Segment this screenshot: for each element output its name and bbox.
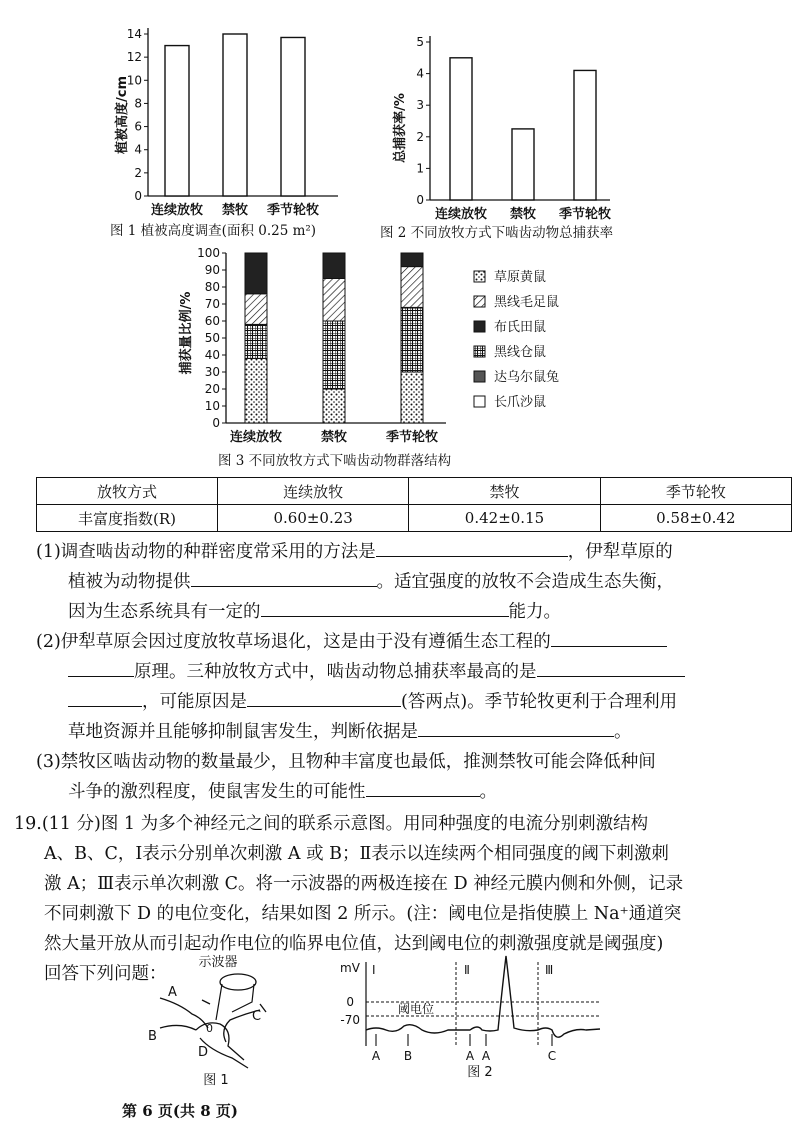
q1-line2 xyxy=(68,568,674,597)
y-tick-label: 2 xyxy=(416,129,424,144)
q2-text: 草地资源并且能够抑制鼠害发生，判断依据是 xyxy=(68,722,418,742)
fig2-caption: 图 2 不同放牧方式下啮齿动物总捕获率 xyxy=(380,225,614,241)
y-tick-label: 0 xyxy=(416,193,424,207)
figure-2-chart xyxy=(390,28,620,228)
y-tick-label: 14 xyxy=(126,27,142,41)
stim-c-label: C xyxy=(547,1049,557,1063)
stacked-bar-segment xyxy=(323,389,345,423)
q3-line2 xyxy=(68,778,497,807)
table-header-row xyxy=(37,478,792,505)
bar xyxy=(165,46,189,196)
stim-a-label: A xyxy=(371,1049,381,1063)
y-tick-label: 0 xyxy=(212,416,220,430)
axon-a xyxy=(160,998,208,1028)
q2-text: (答两点)。季节轮牧更利于合理利用 xyxy=(401,692,678,712)
answer-blank[interactable] xyxy=(261,598,509,617)
stacked-bar-segment xyxy=(401,267,423,308)
y-tick-label: 80 xyxy=(204,280,220,294)
fig3-caption: 图 3 不同放牧方式下啮齿动物群落结构 xyxy=(218,453,452,469)
legend-swatch xyxy=(474,271,485,282)
stacked-bar-segment xyxy=(245,324,267,358)
stacked-bar-segment xyxy=(323,321,345,389)
label-d: D xyxy=(198,1045,209,1060)
y-tick-label: 100 xyxy=(197,246,220,260)
stacked-bar-segment xyxy=(245,253,267,294)
q1-text: 植被为动物提供 xyxy=(68,572,191,592)
table-row xyxy=(37,505,792,532)
x-tick-label: 连续放牧 xyxy=(150,203,204,218)
table-header: 放牧方式 xyxy=(37,478,218,505)
axon-b xyxy=(160,1025,196,1030)
y-tick-label: 20 xyxy=(204,382,220,396)
x-tick-label: 连续放牧 xyxy=(229,430,283,445)
y-tick-label: 50 xyxy=(204,331,220,345)
label-b: B xyxy=(148,1029,157,1044)
label-zero: 0 xyxy=(206,1022,213,1035)
stim-a-label: A xyxy=(481,1049,491,1063)
q2-line4 xyxy=(68,718,632,747)
phase-2-label: Ⅱ xyxy=(464,963,470,977)
bar xyxy=(450,58,472,200)
answer-blank[interactable] xyxy=(68,658,134,677)
stacked-bar-segment xyxy=(401,372,423,423)
q19-line6: 回答下列问题： xyxy=(44,964,167,984)
x-tick-label: 禁牧 xyxy=(320,430,348,445)
q3-text: 斗争的激烈程度，使鼠害发生的可能性 xyxy=(68,782,366,802)
y-tick-label: 30 xyxy=(204,365,220,379)
oscilloscope-label: 示波器 xyxy=(198,955,238,970)
legend-label: 长爪沙鼠 xyxy=(494,395,547,410)
stacked-bar-segment xyxy=(323,253,345,279)
figure-3-chart xyxy=(170,243,610,448)
answer-blank[interactable] xyxy=(537,658,685,677)
oscilloscope-icon xyxy=(220,974,256,990)
q19-line1: 19.(11 分)图 1 为多个神经元之间的联系示意图。用同种强度的电流分别刺激结构 xyxy=(14,814,649,834)
stacked-bar-segment xyxy=(245,358,267,423)
q3-text: 。 xyxy=(479,782,497,802)
answer-blank[interactable] xyxy=(68,688,142,707)
q2-text: (2)伊犁草原会因过度放牧草场退化，这是由于没有遵循生态工程的 xyxy=(36,632,551,652)
y-tick-label: 1 xyxy=(416,161,424,176)
stacked-bar-segment xyxy=(323,279,345,322)
bar xyxy=(512,129,534,200)
bar xyxy=(223,34,247,196)
richness-table xyxy=(36,477,792,532)
stacked-bar-segment xyxy=(401,307,423,372)
bar xyxy=(281,37,305,196)
table-cell: 0.42±0.15 xyxy=(409,505,600,532)
bar xyxy=(574,70,596,200)
q19-line2: A、B、C，Ⅰ表示分别单次刺激 A 或 B；Ⅱ表示以连续两个相同强度的阈下刺激刺 xyxy=(44,844,669,864)
q2-line3 xyxy=(68,688,677,717)
figure-1-chart xyxy=(110,20,350,250)
y-tick-label: 70 xyxy=(204,297,220,311)
table-cell: 0.58±0.42 xyxy=(600,505,791,532)
q1-text: (1)调查啮齿动物的种群密度常采用的方法是 xyxy=(36,542,376,562)
legend-label: 黑线毛足鼠 xyxy=(494,295,560,310)
answer-blank[interactable] xyxy=(551,628,667,647)
legend-label: 草原黄鼠 xyxy=(494,270,547,285)
y-tick-label: 8 xyxy=(134,96,142,111)
phase-1-label: Ⅰ xyxy=(372,963,376,977)
answer-blank[interactable] xyxy=(191,568,377,587)
y-tick-label: 10 xyxy=(204,399,220,413)
table-cell: 丰富度指数(R) xyxy=(37,505,218,532)
q1-text: 能力。 xyxy=(508,602,561,622)
y-tick-label: 5 xyxy=(416,35,424,49)
y-tick-label: 4 xyxy=(134,142,142,157)
q19-line4: 不同刺激下 D 的电位变化，结果如图 2 所示。(注：阈电位是指使膜上 Na⁺通道突 xyxy=(44,904,682,924)
legend-swatch xyxy=(474,296,485,307)
fig2-ylabel: 总捕获率/% xyxy=(393,93,408,163)
legend-label: 黑线仓鼠 xyxy=(494,345,547,360)
legend-swatch xyxy=(474,396,485,407)
stacked-bar-segment xyxy=(245,294,267,325)
legend-label: 达乌尔鼠兔 xyxy=(494,370,560,385)
table-header: 季节轮牧 xyxy=(600,478,791,505)
q2-text: 。 xyxy=(614,722,632,742)
answer-blank[interactable] xyxy=(247,688,401,707)
label-c: C xyxy=(252,1009,262,1024)
y-tick-label: 12 xyxy=(126,50,142,65)
q1-line1 xyxy=(36,538,673,567)
fig1-ylabel: 植被高度/cm xyxy=(115,75,130,155)
q1-line3 xyxy=(68,598,561,627)
mv-unit-label: mV xyxy=(340,961,360,975)
q19-line3: 激 A；Ⅲ表示单次刺激 C。将一示波器的两极连接在 D 神经元膜内侧和外侧，记录 xyxy=(44,874,684,894)
q2-text: 原理。三种放牧方式中，啮齿动物总捕获率最高的是 xyxy=(134,662,537,682)
potential-fig-caption: 图 2 xyxy=(467,1065,493,1080)
stim-a-label: A xyxy=(465,1049,475,1063)
y-tick-label: 4 xyxy=(416,66,424,81)
answer-blank[interactable] xyxy=(366,778,480,797)
neuron-fig-caption: 图 1 xyxy=(203,1073,229,1088)
stimulus-arrows xyxy=(376,1034,552,1046)
y-tick-label: 60 xyxy=(204,314,220,328)
legend-swatch xyxy=(474,371,485,382)
fig1-caption: 图 1 植被高度调查(面积 0.25 m²) xyxy=(110,223,317,239)
x-tick-label: 季节轮牧 xyxy=(266,203,320,218)
q3-line1: (3)禁牧区啮齿动物的数量最少，且物种丰富度也最低，推测禁牧可能会降低种间 xyxy=(36,752,656,772)
x-tick-label: 禁牧 xyxy=(221,203,249,218)
table-cell: 0.60±0.23 xyxy=(218,505,409,532)
x-tick-label: 禁牧 xyxy=(509,207,537,222)
q19-line5: 然大量开放从而引起动作电位的临界电位值，达到阈电位的刺激强度就是阈强度) xyxy=(44,934,664,954)
q2-text: ，可能原因是 xyxy=(142,692,247,712)
y-tick-label: 10 xyxy=(126,73,142,88)
y-tick-label: 90 xyxy=(204,263,220,277)
rest-mv-label: -70 xyxy=(340,1013,360,1027)
q2-line1 xyxy=(36,628,667,657)
answer-blank[interactable] xyxy=(376,538,568,557)
x-tick-label: 季节轮牧 xyxy=(385,430,439,445)
table-header: 禁牧 xyxy=(409,478,600,505)
answer-blank[interactable] xyxy=(418,718,614,737)
legend-swatch xyxy=(474,346,485,357)
x-tick-label: 季节轮牧 xyxy=(558,207,612,222)
page-footer: 第 6 页(共 8 页) xyxy=(122,1102,238,1120)
potential-diagram xyxy=(330,950,620,1090)
label-a: A xyxy=(168,985,177,1000)
potential-trace xyxy=(366,956,600,1037)
table-header: 连续放牧 xyxy=(218,478,409,505)
threshold-label: 阈电位 xyxy=(398,1002,435,1016)
y-tick-label: 2 xyxy=(134,165,142,180)
zero-mv-label: 0 xyxy=(346,995,354,1009)
neuron-diagram xyxy=(140,950,300,1090)
stim-b-label: B xyxy=(403,1049,413,1063)
y-tick-label: 0 xyxy=(134,189,142,203)
q1-text: 因为生态系统具有一定的 xyxy=(68,602,261,622)
q2-line2 xyxy=(68,658,685,687)
y-tick-label: 6 xyxy=(134,119,142,134)
y-tick-label: 3 xyxy=(416,98,424,113)
phase-3-label: Ⅲ xyxy=(545,963,554,977)
fig3-ylabel: 捕获量比例/% xyxy=(179,291,194,375)
x-tick-label: 连续放牧 xyxy=(434,207,488,222)
legend-label: 布氏田鼠 xyxy=(494,320,547,335)
legend-swatch xyxy=(474,321,485,332)
q1-text: ，伊犁草原的 xyxy=(567,542,673,562)
stacked-bar-segment xyxy=(401,253,423,267)
y-tick-label: 40 xyxy=(204,348,220,362)
q1-text: 。适宜强度的放牧不会造成生态失衡， xyxy=(376,572,674,592)
